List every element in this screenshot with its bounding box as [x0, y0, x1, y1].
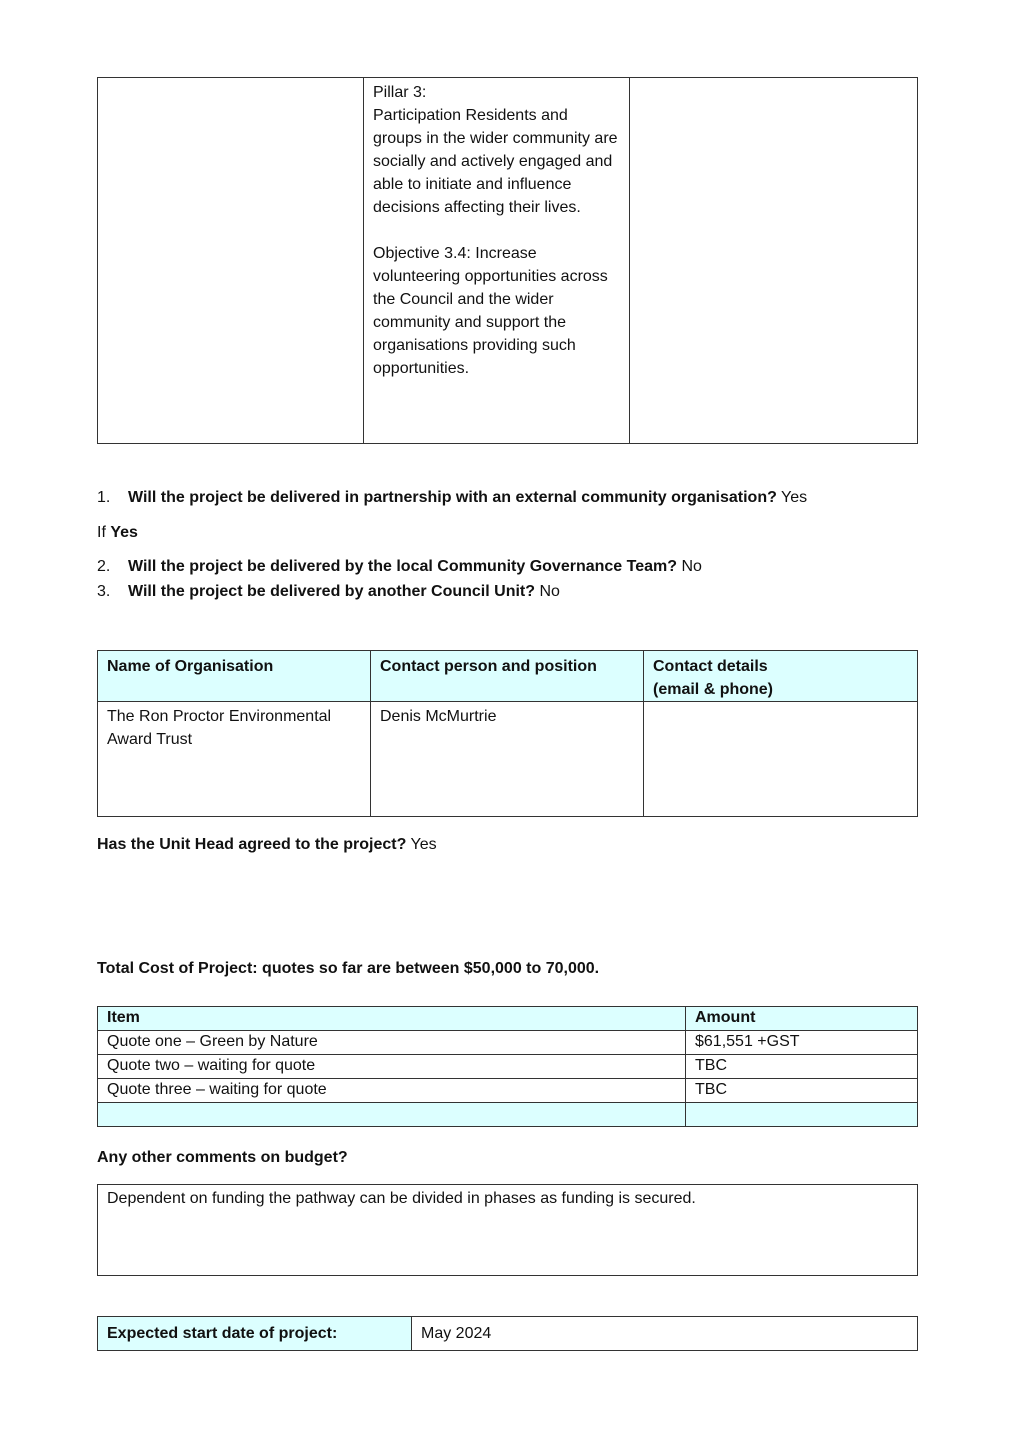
- start-date-label: Expected start date of project:: [107, 1324, 338, 1342]
- org-header-name: Name of Organisation: [98, 651, 371, 702]
- if-yes-line: [97, 522, 138, 544]
- total-cost-line: Total Cost of Project: quotes so far are between $50,000 to 70,000.: [97, 960, 600, 977]
- section-four-label: SECTION FOUR:: [97, 920, 232, 939]
- question-3-answer: No: [539, 583, 560, 600]
- question-1-text: Will the project be delivered in partnership with an external community organisation?: [128, 489, 777, 506]
- pillar-empty-cell-right: [630, 78, 918, 444]
- question-2-text: Will the project be delivered by the local Community Governance Team?: [128, 558, 678, 575]
- budget-comments-question: Any other comments on budget?: [97, 1149, 348, 1166]
- question-3-text: Will the project be delivered by another Council Unit?: [128, 583, 536, 600]
- question-3-number: 3.: [97, 583, 111, 600]
- org-header-details: Contact details (email & phone): [644, 651, 918, 702]
- if-label: If: [97, 524, 106, 541]
- question-2: [97, 556, 702, 578]
- pillar-text: Participation Residents and groups in the wider community are socially and actively engaged and able to initiate and influence decisions affecting their lives.: [373, 107, 618, 216]
- start-date-value-cell: [412, 1317, 918, 1351]
- unit-head-question-text: Has the Unit Head agreed to the project?: [97, 836, 407, 853]
- budget-header-item: Item: [98, 1007, 686, 1031]
- objective-text: Objective 3.4: Increase volunteering opportunities across the Council and the wider community and support the organisations providing such opportunities.: [373, 245, 608, 377]
- budget-row: [98, 1055, 918, 1079]
- section-five-title: TIMEFRAMES AND REPORTING: [249, 1279, 509, 1298]
- budget-comments-box: [97, 1184, 918, 1276]
- unit-head-answer: Yes: [410, 836, 437, 853]
- budget-item-cell: Quote three – waiting for quote: [98, 1079, 686, 1103]
- org-name-cell: The Ron Proctor Environmental Award Trust: [98, 702, 371, 817]
- question-1-answer: Yes: [781, 489, 808, 506]
- budget-header-amount: Amount: [686, 1007, 918, 1031]
- budget-item-cell: Quote one – Green by Nature: [98, 1031, 686, 1055]
- budget-comments-answer: Dependent on funding the pathway can be divided in phases as funding is secured.: [107, 1190, 696, 1207]
- budget-item-cell: Quote two – waiting for quote: [98, 1055, 686, 1079]
- question-1-number: 1.: [97, 489, 111, 506]
- start-date-table: [97, 1316, 918, 1351]
- pillar-empty-cell-left: [98, 78, 364, 444]
- question-3: [97, 581, 560, 603]
- organisation-table: [97, 650, 918, 817]
- budget-row: [98, 1031, 918, 1055]
- budget-amount-cell: TBC: [686, 1055, 918, 1079]
- budget-table: [97, 1006, 918, 1127]
- question-1: [97, 487, 807, 509]
- section-five-label: SECTION FIVE:: [97, 1279, 221, 1298]
- section-four-title: PROJECT BUDGET: [260, 920, 417, 939]
- budget-amount-cell: $61,551 +GST: [686, 1031, 918, 1055]
- org-contact-cell: Denis McMurtrie: [371, 702, 644, 817]
- budget-total-item-cell: [98, 1103, 686, 1127]
- budget-total-row: [98, 1103, 918, 1127]
- start-date-value: May 2024: [421, 1324, 492, 1342]
- section-three-label: SECTION THREE:: [97, 448, 241, 467]
- if-value: Yes: [110, 524, 138, 541]
- org-header-contact: Contact person and position: [371, 651, 644, 702]
- pillar-content-cell: [364, 78, 630, 444]
- pillar-table: [97, 77, 918, 444]
- question-2-answer: No: [681, 558, 702, 575]
- budget-total-amount-cell: [686, 1103, 918, 1127]
- budget-amount-cell: TBC: [686, 1079, 918, 1103]
- org-details-cell: [644, 702, 918, 817]
- start-date-label-cell: [98, 1317, 412, 1351]
- unit-head-question: [97, 834, 437, 856]
- question-2-number: 2.: [97, 558, 111, 575]
- section-three-title: PROJECT DELIVERY: [267, 448, 437, 467]
- pillar-heading: Pillar 3:: [373, 84, 427, 101]
- budget-row: [98, 1079, 918, 1103]
